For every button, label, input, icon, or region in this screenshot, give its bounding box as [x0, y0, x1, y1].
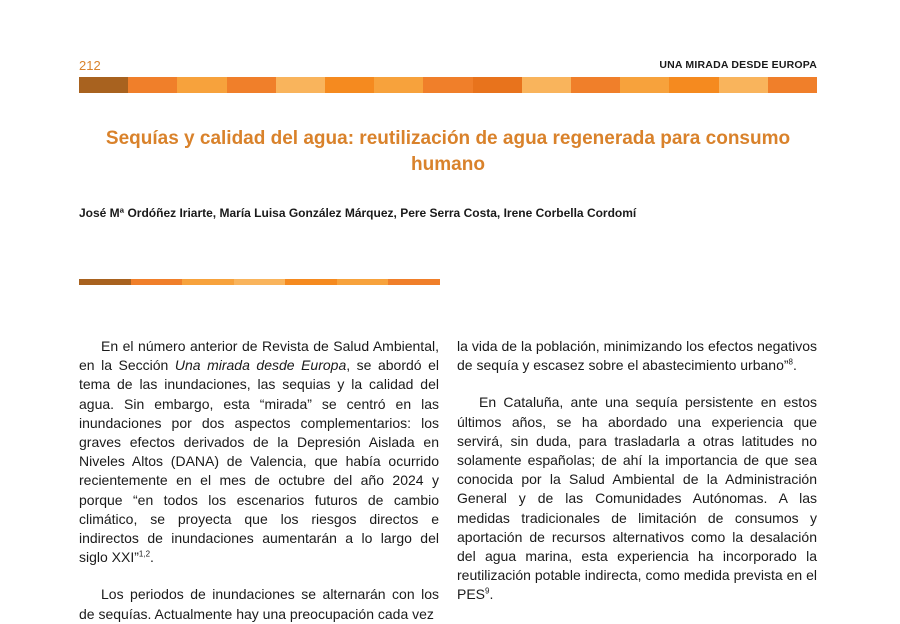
- paragraph: [457, 337, 817, 375]
- stripe-segment: [388, 279, 440, 285]
- citation: 1,2: [138, 549, 151, 559]
- text-run: , se abordó el tema de las inundaciones, las sequias y la calidad del agua. Sin embargo, esta “mirada” se centró en las inundaciones por dos aspectos complementarios: los graves efectos derivados de la Depresión Aislada en Niveles Altos (DANA) de Valencia, que había ocurrido recientemente en el mes de octubre del año 2024 y porque “en todos los escenarios futuros de cambio climático, se proyecta que los riesgos directos e indirectos de inundaciones aumentarán a lo largo del siglo XXI”: [79, 357, 439, 566]
- page-number: 212: [79, 58, 101, 73]
- stripe-segment: [285, 279, 337, 285]
- citation: 9: [485, 586, 490, 596]
- stripe-segment: [768, 77, 817, 93]
- stripe-segment: [325, 77, 374, 93]
- stripe-segment: [234, 279, 286, 285]
- header-color-stripe: [79, 77, 817, 93]
- stripe-segment: [276, 77, 325, 93]
- text-run: .: [489, 586, 494, 603]
- stripe-segment: [182, 279, 234, 285]
- paragraph: Los periodos de inundaciones se alternarán con los de sequías. Actualmente hay una preocupación cada vez: [79, 586, 439, 622]
- title-line-1: Sequías y calidad del agua: reutilización de agua regenerada para consumo: [105, 128, 791, 149]
- text-run: la vida de la población, minimizando los efectos negativos de sequía y escasez sobre el abastecimiento urbano”: [457, 338, 817, 374]
- stripe-segment: [571, 77, 620, 93]
- text-run: .: [150, 549, 154, 566]
- stripe-segment: [719, 77, 768, 93]
- section-name: Una mirada desde Europa: [174, 357, 347, 374]
- article-title: [79, 126, 817, 178]
- text-run: En Cataluña, ante una sequía persistente en estos últimos años, se ha abordado una experiencia que servirá, sin duda, para trasladarla a otras latitudes no solamente españolas; de ahí la importancia de que sea conocida por la Salud Ambiental de la Administración General y de las Comunidades Autónomas. A las medidas tradicionales de limitación de consumos y aportación de recursos alternativos como la desalación del agua marina, esta experiencia ha incorporado la reutilización potable indirecta, como medida prevista en el PES: [457, 394, 817, 603]
- left-column: [79, 337, 439, 624]
- stripe-segment: [620, 77, 669, 93]
- title-line-2: humano: [411, 154, 485, 175]
- stripe-segment: [79, 279, 131, 285]
- stripe-segment: [473, 77, 522, 93]
- running-header: UNA MIRADA DESDE EUROPA: [659, 59, 817, 71]
- section-divider-stripe: [79, 279, 440, 285]
- stripe-segment: [669, 77, 718, 93]
- stripe-segment: [227, 77, 276, 93]
- stripe-segment: [522, 77, 571, 93]
- stripe-segment: [131, 279, 183, 285]
- stripe-segment: [423, 77, 472, 93]
- stripe-segment: [337, 279, 389, 285]
- text-run: En el número anterior de Revista de Salud Ambiental, en la Sección: [79, 338, 439, 374]
- stripe-segment: [177, 77, 226, 93]
- right-column: [457, 337, 817, 605]
- paragraph: [457, 393, 817, 604]
- text-run: .: [792, 357, 797, 374]
- citation: 8: [788, 357, 793, 367]
- stripe-segment: [374, 77, 423, 93]
- stripe-segment: [128, 77, 177, 93]
- stripe-segment: [79, 77, 128, 93]
- author-list: José Mª Ordóñez Iriarte, María Luisa González Márquez, Pere Serra Costa, Irene Corbella Cordomí: [79, 206, 637, 220]
- paragraph: [79, 337, 439, 567]
